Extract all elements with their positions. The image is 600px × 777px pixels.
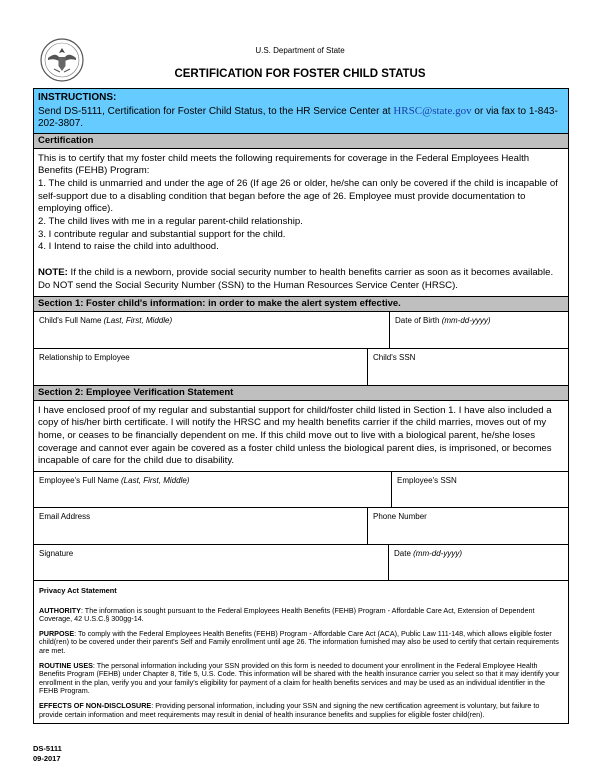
effects-label: EFFECTS OF NON-DISCLOSURE — [39, 700, 152, 710]
phone-field[interactable] — [367, 508, 568, 544]
certification-heading: Certification — [34, 134, 568, 149]
section1-row-2 — [34, 349, 568, 386]
note-text: If the child is a newborn, provide social security number to health benefits carrier as soon as it becomes available. Do NOT send the Social Security Number (SSN) to the Human Resources Service Center (HRSC). — [38, 267, 554, 291]
instructions-heading: INSTRUCTIONS: — [38, 92, 117, 103]
date-hint: (mm-dd-yyyy) — [413, 549, 463, 559]
instructions-text-before: Send DS-5111, Certification for Foster Child Status, to the HR Service Center at — [38, 105, 394, 117]
authority-text: : The information is sought pursuant to the Federal Employees Health Benefits (FEHB) Program - Affordable Care Act, Extension of Dependent Coverage, 42 U.S.C.§ 300gg-14. — [39, 605, 535, 624]
requirement-item: 1. The child is unmarried and under the age of 26 (If age 26 or older, he/she can only be covered if the child is incapable of self-support due to a disabling condition that began before the age of 26. Employee must provide documentation to employing office). — [38, 177, 558, 215]
routine-uses-text: : The personal information including your SSN provided on this form is needed to document your enrollment in the Federal Employee Health Benefits Program (FEHB) under Chapter 8, Title 5, U.S. Code. This information will be shared with the health insurance carrier you select so that it may identify your enrollment in the plan, verify you and your family's eligibility for payment of a claim for health benefits services and may be used as an individual identifier in the FEHB Program. — [39, 660, 560, 696]
purpose-label: PURPOSE — [39, 628, 75, 638]
section2-row-2 — [34, 508, 568, 545]
childs-name-label: Child's Full Name — [39, 315, 104, 325]
dob-label: Date of Birth — [395, 315, 442, 325]
form-body — [33, 88, 569, 724]
certification-body — [34, 149, 568, 297]
section1-heading: Section 1: Foster child's information: in order to make the alert system effective. — [34, 297, 568, 312]
requirement-item: 4. I Intend to raise the child into adulthood. — [38, 241, 219, 253]
privacy-act-statement — [34, 581, 568, 723]
childs-name-field[interactable] — [34, 312, 389, 348]
requirement-item: 3. I contribute regular and substantial support for the child. — [38, 228, 286, 240]
routine-uses-label: ROUTINE USES — [39, 660, 93, 670]
note-label: NOTE: — [38, 267, 68, 279]
privacy-authority — [39, 607, 563, 624]
instructions-text-after: or via fax to 1-843-202-3807. — [38, 105, 558, 129]
privacy-heading: Privacy Act Statement — [39, 586, 117, 596]
authority-label: AUTHORITY — [39, 605, 81, 615]
employee-name-label: Employee's Full Name — [39, 476, 121, 486]
employee-name-hint: (Last, First, Middle) — [121, 476, 190, 486]
hrsc-email-link[interactable]: HRSC@state.gov — [393, 104, 472, 117]
employee-ssn-label: Employee's SSN — [397, 476, 457, 486]
child-ssn-label: Child's SSN — [373, 352, 416, 362]
instructions-box — [34, 89, 568, 134]
relationship-label: Relationship to Employee — [39, 352, 130, 362]
section1-row-1 — [34, 312, 568, 349]
requirement-item: 2. The child lives with me in a regular parent-child relationship. — [38, 216, 303, 228]
section2-heading: Section 2: Employee Verification Statement — [34, 386, 568, 401]
form-title: CERTIFICATION FOR FOSTER CHILD STATUS — [174, 68, 426, 80]
privacy-purpose — [39, 630, 563, 656]
email-label: Email Address — [39, 512, 91, 522]
section2-row-3 — [34, 545, 568, 581]
employee-name-field[interactable] — [34, 472, 391, 507]
signature-field[interactable] — [34, 545, 388, 580]
privacy-effects — [39, 702, 563, 719]
privacy-routine-uses — [39, 662, 563, 696]
certification-note — [38, 267, 564, 292]
relationship-field[interactable] — [34, 349, 367, 385]
date-field[interactable] — [388, 545, 568, 580]
department-name: U.S. Department of State — [255, 46, 345, 55]
form-number: DS-5111 — [33, 744, 62, 753]
form-revision-date: 09-2017 — [33, 753, 61, 763]
childs-name-hint: (Last, First, Middle) — [103, 315, 173, 325]
email-field[interactable] — [34, 508, 367, 544]
date-label: Date — [394, 549, 414, 559]
signature-label: Signature — [39, 549, 74, 559]
dob-hint: (mm-dd-yyyy) — [441, 315, 491, 325]
certification-intro: This is to certify that my foster child meets the following requirements for coverage in the Federal Employees Health Benefits (FEHB) Program: — [38, 152, 530, 177]
section2-row-1 — [34, 472, 568, 508]
dob-field[interactable] — [389, 312, 568, 348]
phone-label: Phone Number — [373, 512, 427, 522]
verification-statement: I have enclosed proof of my regular and substantial support for child/foster child listed in Section 1. I have also included a copy of his/her birth certificate. I will notify the HRSC and my health benefits carrier if the child marries, moves out of my home, or ceases to be financially dependent on me. If this child move out to live with a biological parent, he/she loses coverage and cannot ever again be covered as a foster child unless the biological parent dies, is imprisoned, or becomes incapable of care for the child due to disability. — [34, 401, 568, 473]
child-ssn-field[interactable] — [367, 349, 568, 385]
purpose-text: : To comply with the Federal Employees Health Benefits (FEHB) Program - Affordable Care Act (ACA), Public Law 111-148, which allows eligible foster child(ren) to be covered under their parent's Self and Family enrollment until age 26. The information furnished may also be used to certify that certain requirements are met. — [39, 628, 559, 656]
form-footer — [33, 744, 62, 763]
employee-ssn-field[interactable] — [391, 472, 568, 507]
effects-text: : Providing personal information, including your SSN and signing the new certification agreement is voluntary, but failure to provide certain information and meet requirements may result in denial of health insurance benefits and supplies for eligible foster child(ren). — [39, 700, 540, 719]
